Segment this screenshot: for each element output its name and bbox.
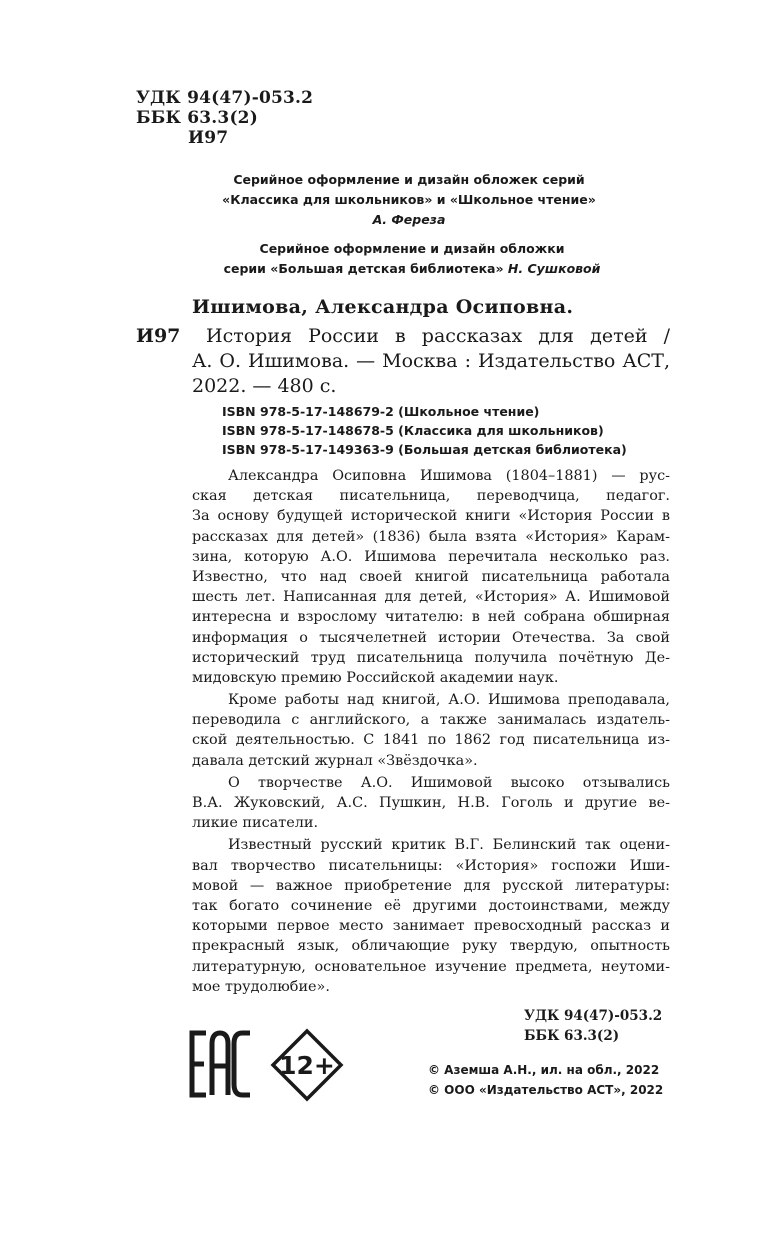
copyright-block: [428, 1060, 663, 1100]
annotation-paragraph-3: [192, 773, 670, 834]
annotation-line: ликие писатели.: [192, 815, 319, 832]
annotation-line: вал творчество писательницы: «История» госпожи Иши-: [192, 857, 670, 874]
cutter-code: И97: [188, 128, 229, 148]
series-credit-line-2: «Классика для школьников» и «Школьное чтение»: [222, 192, 596, 207]
bottom-classification-codes: [524, 1006, 662, 1046]
annotation-line: информация о тысячелетней истории Отечества. За свой: [192, 629, 670, 646]
annotation-paragraph-4: [192, 835, 670, 997]
annotation-line: За основу будущей исторической книги «История России в: [192, 508, 670, 525]
annotation: [192, 466, 670, 997]
bottom-udk-code: УДК 94(47)-053.2: [524, 1008, 663, 1024]
copyright-publisher: © ООО «Издательство АСТ», 2022: [428, 1083, 664, 1097]
annotation-paragraph-1: [192, 466, 670, 688]
annotation-line: интересна и взрослому читателю: в ней собрана обширная: [192, 609, 670, 626]
annotation-line: давала детский журнал «Звёздочка».: [192, 752, 478, 769]
isbn-big-library: ISBN 978-5-17-149363-9 (Большая детская библиотека): [222, 442, 627, 457]
bbk-code: ББК 63.3(2): [136, 108, 258, 128]
author-heading: Ишимова, Александра Осиповна.: [192, 296, 574, 318]
series-designer: А. Фереза: [372, 212, 446, 227]
bib-cutter-code: И97: [136, 325, 181, 347]
annotation-line: Александра Осиповна Ишимова (1804–1881) — рус-: [228, 468, 670, 484]
bib-line: История России в рассказах для детей /: [206, 325, 670, 347]
annotation-line: прекрасный язык, обличающие руку твердую, опытность: [192, 938, 670, 955]
annotation-line: мидовскую премию Российской академии наук.: [192, 669, 559, 686]
annotation-line: литературную, основательное изучение предмета, неутоми-: [192, 958, 670, 975]
isbn-classics: ISBN 978-5-17-148678-5 (Классика для школьников): [222, 423, 604, 438]
annotation-line: мовой — важное приобретение для русской литературы:: [192, 877, 670, 894]
series-credit-line-1: Серийное оформление и дизайн обложек серий: [233, 172, 585, 187]
bib-line: 2022. — 480 с.: [192, 375, 337, 397]
annotation-line: шесть лет. Написанная для детей, «История» А. Ишимовой: [192, 589, 670, 606]
annotation-line: О творчестве А.О. Ишимовой высоко отзывались: [228, 774, 670, 791]
cover-design-credits: [0, 239, 768, 279]
cover-credit-line-1: Серийное оформление и дизайн обложки: [259, 241, 565, 256]
classification-codes: [136, 88, 313, 148]
age-rating-icon: [270, 1028, 344, 1102]
annotation-line: Известно, что над своей книгой писательница работала: [192, 568, 670, 585]
annotation-line: зина, которую А.О. Ишимова перечитала несколько раз.: [192, 548, 670, 565]
eac-conformity-icon: [188, 1030, 254, 1098]
annotation-line: В.А. Жуковский, А.С. Пушкин, Н.В. Гоголь и другие ве-: [192, 795, 670, 811]
bibliographic-description: [192, 324, 670, 399]
series-design-credits: [0, 170, 768, 230]
isbn-school-reading: ISBN 978-5-17-148679-2 (Школьное чтение): [222, 404, 540, 419]
age-rating-label: 12+: [279, 1051, 335, 1080]
annotation-line: исторический труд писательница получила почётную Де-: [192, 649, 670, 666]
bottom-bbk-code: ББК 63.3(2): [524, 1028, 620, 1044]
annotation-line: переводила с английского, а также занималась издатель-: [192, 712, 670, 729]
annotation-line: рассказах для детей» (1836) была взята «История» Карам-: [192, 528, 670, 545]
annotation-line: которыми первое место занимает превосходный рассказ и: [192, 918, 670, 935]
annotation-line: мое трудолюбие».: [192, 978, 330, 995]
copyright-illustration: © Аземша А.Н., ил. на обл., 2022: [428, 1063, 660, 1077]
annotation-line: так богато сочинение её другими достоинствами, между: [192, 897, 670, 914]
isbn-list: [222, 402, 627, 459]
annotation-paragraph-2: [192, 690, 670, 771]
cover-credit-line-2: серии «Большая детская библиотека»: [223, 261, 504, 276]
bib-line: А. О. Ишимова. — Москва : Издательство АСТ,: [192, 350, 670, 372]
annotation-line: Кроме работы над книгой, А.О. Ишимова преподавала,: [228, 692, 670, 709]
udk-code: УДК 94(47)-053.2: [136, 88, 314, 108]
annotation-line: ская детская писательница, переводчица, педагог.: [192, 488, 670, 505]
cover-designer: Н. Сушковой: [507, 261, 601, 276]
annotation-line: ской деятельностью. С 1841 по 1862 год писательница из-: [192, 732, 670, 749]
annotation-line: Известный русский критик В.Г. Белинский так оцени-: [228, 837, 670, 854]
